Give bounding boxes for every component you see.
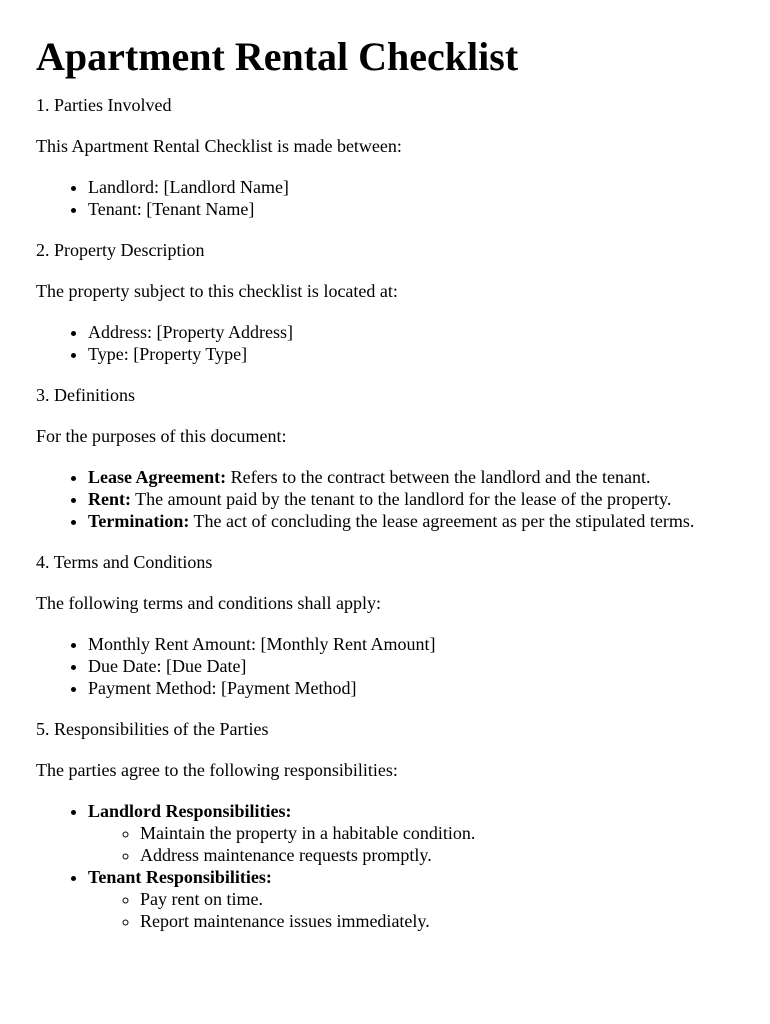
definition-term: Termination: xyxy=(88,511,190,531)
section-intro: This Apartment Rental Checklist is made between: xyxy=(36,136,402,156)
section-intro: The property subject to this checklist is located at: xyxy=(36,281,398,301)
terms-list xyxy=(36,633,734,699)
definition-text: The act of concluding the lease agreement as per the stipulated terms. xyxy=(189,511,695,531)
definition-text: Refers to the contract between the landlord and the tenant. xyxy=(226,467,651,487)
landlord-responsibilities-list xyxy=(88,822,734,866)
list-item xyxy=(88,466,734,488)
list-item: ◦ Maintain the property in a habitable condition. xyxy=(140,822,734,844)
section-intro: The following terms and conditions shall apply: xyxy=(36,593,381,613)
group-label: Landlord Responsibilities: xyxy=(88,801,292,821)
list-item: • Tenant: [Tenant Name] xyxy=(88,198,734,220)
section-heading: 2. Property Description xyxy=(36,240,205,260)
list-item xyxy=(88,800,734,866)
section-parties-involved xyxy=(36,94,734,220)
parties-list xyxy=(36,176,734,220)
list-item xyxy=(88,510,734,532)
list-item xyxy=(88,488,734,510)
list-item: • Monthly Rent Amount: [Monthly Rent Amount] xyxy=(88,633,734,655)
list-item: ◦ Pay rent on time. xyxy=(140,888,734,910)
definition-term: Lease Agreement: xyxy=(88,467,227,487)
section-heading: 5. Responsibilities of the Parties xyxy=(36,719,269,739)
section-responsibilities xyxy=(36,718,734,932)
section-heading: 4. Terms and Conditions xyxy=(36,552,213,572)
definition-text: The amount paid by the tenant to the landlord for the lease of the property. xyxy=(131,489,672,509)
list-item: • Due Date: [Due Date] xyxy=(88,655,734,677)
list-item: • Payment Method: [Payment Method] xyxy=(88,677,734,699)
section-intro: The parties agree to the following responsibilities: xyxy=(36,760,398,780)
definitions-list xyxy=(36,466,734,532)
list-item: • Landlord: [Landlord Name] xyxy=(88,176,734,198)
list-item: ◦ Address maintenance requests promptly. xyxy=(140,844,734,866)
list-item: ◦ Report maintenance issues immediately. xyxy=(140,910,734,932)
section-heading: 1. Parties Involved xyxy=(36,95,172,115)
property-list xyxy=(36,321,734,365)
list-item: • Type: [Property Type] xyxy=(88,343,734,365)
responsibilities-list xyxy=(36,800,734,932)
group-label: Tenant Responsibilities: xyxy=(88,867,272,887)
list-item: • Address: [Property Address] xyxy=(88,321,734,343)
definition-term: Rent: xyxy=(88,489,131,509)
section-terms-and-conditions xyxy=(36,551,734,699)
section-property-description xyxy=(36,239,734,365)
list-item xyxy=(88,866,734,932)
section-heading: 3. Definitions xyxy=(36,385,135,405)
section-intro: For the purposes of this document: xyxy=(36,426,287,446)
tenant-responsibilities-list xyxy=(88,888,734,932)
page-title: Apartment Rental Checklist xyxy=(36,34,519,79)
section-definitions xyxy=(36,384,734,532)
